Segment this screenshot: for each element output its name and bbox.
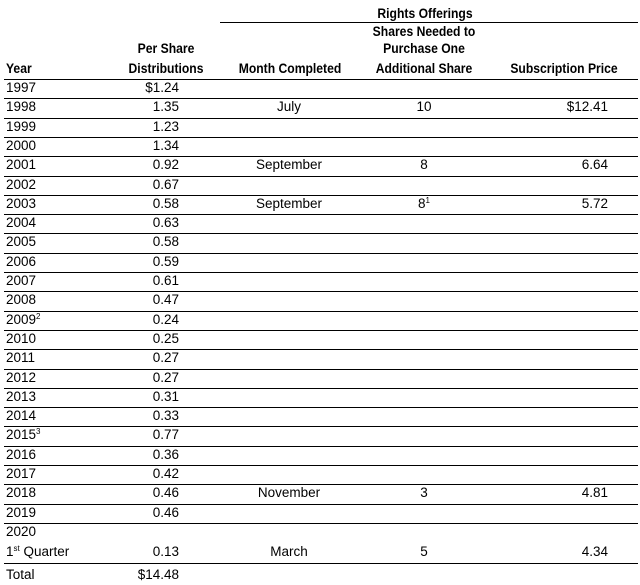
month-cell xyxy=(220,272,358,290)
shares-cell xyxy=(358,388,490,406)
distribution-cell: 0.61 xyxy=(152,273,179,288)
distribution-cell: $1.24 xyxy=(145,80,179,95)
price-cell: 4.34 xyxy=(581,544,608,559)
table-row xyxy=(0,543,640,561)
distribution-cell: 0.46 xyxy=(152,485,179,500)
year-cell: 2013 xyxy=(6,389,37,404)
table-row xyxy=(0,446,640,464)
table-row xyxy=(0,388,640,406)
table-row xyxy=(0,79,640,97)
month-header: Month Completed xyxy=(238,61,342,76)
table-row xyxy=(0,407,640,425)
price-cell xyxy=(490,137,608,155)
table-row xyxy=(0,253,640,271)
distribution-cell: 1.23 xyxy=(152,119,179,134)
shares-cell xyxy=(358,465,490,483)
price-cell xyxy=(490,311,608,329)
year-cell: 1998 xyxy=(6,99,37,114)
total-label: Total xyxy=(6,567,35,582)
shares-cell: 10 xyxy=(416,99,432,114)
month-cell xyxy=(220,504,358,522)
year-cell: 2007 xyxy=(6,273,37,288)
table-row xyxy=(0,214,640,232)
month-cell: September xyxy=(255,157,323,172)
month-cell xyxy=(220,176,358,194)
price-cell: 5.72 xyxy=(581,196,608,211)
table-row xyxy=(0,195,640,213)
month-cell: September xyxy=(255,196,323,211)
year-cell: 2000 xyxy=(6,138,37,153)
month-cell xyxy=(220,330,358,348)
shares-cell xyxy=(358,349,490,367)
table-row xyxy=(0,98,640,116)
table-row xyxy=(0,118,640,136)
distribution-cell: 0.33 xyxy=(152,408,179,423)
month-cell: November xyxy=(257,485,321,500)
price-cell: 6.64 xyxy=(581,157,608,172)
month-cell xyxy=(220,118,358,136)
shares-cell xyxy=(358,79,490,97)
year-cell: 2019 xyxy=(6,505,37,520)
shares-cell xyxy=(358,291,490,309)
shares-cell xyxy=(358,118,490,136)
distribution-cell: 0.27 xyxy=(152,370,179,385)
price-cell xyxy=(490,176,608,194)
distribution-cell: 0.46 xyxy=(152,505,179,520)
price-cell xyxy=(490,272,608,290)
price-cell xyxy=(490,465,608,483)
shares-cell: 3 xyxy=(420,485,428,500)
shares-cell xyxy=(358,330,490,348)
month-cell xyxy=(220,407,358,425)
year-cell: 2018 xyxy=(6,485,37,500)
shares-cell xyxy=(358,214,490,232)
header-group-rule xyxy=(220,22,638,23)
table-row xyxy=(0,311,640,329)
shares-cell xyxy=(358,407,490,425)
distribution-cell: 0.31 xyxy=(152,389,179,404)
table-row xyxy=(0,465,640,483)
year-cell: 2017 xyxy=(6,466,37,481)
price-cell xyxy=(490,446,608,464)
distribution-cell: 0.13 xyxy=(152,544,179,559)
year-cell: 2011 xyxy=(6,350,36,365)
month-cell xyxy=(220,291,358,309)
shares-header-line2: Purchase One xyxy=(383,41,465,56)
distribution-cell: 0.58 xyxy=(152,196,179,211)
total-row xyxy=(0,566,640,584)
price-cell xyxy=(490,118,608,136)
year-footnote: 2 xyxy=(36,312,41,321)
table-row xyxy=(0,484,640,502)
shares-cell xyxy=(358,504,490,522)
month-cell xyxy=(220,446,358,464)
shares-cell xyxy=(358,233,490,251)
table-row xyxy=(0,272,640,290)
distribution-cell: 1.34 xyxy=(152,138,179,153)
price-cell xyxy=(490,426,608,444)
price-cell xyxy=(490,253,608,271)
year-cell: 2012 xyxy=(6,370,37,385)
distribution-cell: 0.59 xyxy=(152,254,179,269)
year-footnote: 3 xyxy=(36,427,41,436)
distribution-cell: 0.24 xyxy=(152,312,179,327)
year-cell: 2014 xyxy=(6,408,37,423)
year-cell: 2004 xyxy=(6,215,37,230)
distribution-cell: 0.77 xyxy=(152,427,179,442)
price-cell xyxy=(490,369,608,387)
month-cell xyxy=(220,214,358,232)
price-cell xyxy=(490,214,608,232)
month-cell: July xyxy=(276,99,301,114)
distribution-cell: 0.58 xyxy=(152,234,179,249)
month-cell xyxy=(220,349,358,367)
shares-cell: $8^1$ xyxy=(418,196,430,211)
distribution-cell: 0.27 xyxy=(152,350,179,365)
quarter-cell: 1st Quarter xyxy=(6,544,70,559)
shares-header-line3: Additional Share xyxy=(375,61,473,76)
table-row xyxy=(0,291,640,309)
year-cell: 2009$^2$ xyxy=(6,312,41,327)
price-cell xyxy=(490,233,608,251)
table-row xyxy=(0,369,640,387)
shares-cell xyxy=(358,446,490,464)
price-cell xyxy=(490,407,608,425)
price-cell xyxy=(490,388,608,406)
price-cell xyxy=(490,330,608,348)
distribution-cell: 0.63 xyxy=(152,215,179,230)
shares-cell xyxy=(358,272,490,290)
year-cell: 2002 xyxy=(6,177,37,192)
distribution-cell: 0.92 xyxy=(152,157,179,172)
month-cell xyxy=(220,233,358,251)
year-cell: 1997 xyxy=(6,80,37,95)
month-cell xyxy=(220,369,358,387)
shares-footnote: 1 xyxy=(425,196,430,205)
month-cell xyxy=(220,137,358,155)
distributions-header-line1: Per Share xyxy=(137,41,195,56)
year-cell: 2015$^3$ xyxy=(6,427,41,442)
table-row xyxy=(0,349,640,367)
table-row xyxy=(0,330,640,348)
price-cell xyxy=(490,79,608,97)
table-row xyxy=(0,523,640,541)
month-cell xyxy=(220,253,358,271)
shares-cell: 5 xyxy=(420,544,428,559)
year-header: Year xyxy=(6,61,32,76)
table-row xyxy=(0,176,640,194)
shares-cell xyxy=(358,369,490,387)
year-cell: 2005 xyxy=(6,234,37,249)
year-cell: 2008 xyxy=(6,292,37,307)
ordinal-suffix: st xyxy=(13,544,20,553)
price-cell: $12.41 xyxy=(566,99,608,114)
year-cell: 2003 xyxy=(6,196,37,211)
shares-cell xyxy=(358,137,490,155)
shares-cell xyxy=(358,176,490,194)
price-cell: 4.81 xyxy=(581,485,608,500)
year-cell: 2016 xyxy=(6,447,37,462)
shares-cell xyxy=(358,311,490,329)
distribution-cell: 1.35 xyxy=(152,99,179,114)
distribution-cell: 0.67 xyxy=(152,177,179,192)
distribution-cell: 0.42 xyxy=(152,466,179,481)
month-cell xyxy=(220,388,358,406)
table-row xyxy=(0,233,640,251)
table-row xyxy=(0,426,640,444)
year-cell: 2001 xyxy=(6,157,37,172)
rights-offerings-header: Rights Offerings xyxy=(377,6,473,21)
total-distribution: $14.48 xyxy=(137,567,179,582)
price-cell xyxy=(490,504,608,522)
distribution-cell: 0.25 xyxy=(152,331,179,346)
row-divider xyxy=(4,563,638,564)
table-row xyxy=(0,156,640,174)
price-header: Subscription Price xyxy=(510,61,618,76)
year-cell: 1999 xyxy=(6,119,37,134)
shares-cell xyxy=(358,426,490,444)
month-cell xyxy=(220,79,358,97)
month-cell: March xyxy=(270,544,308,559)
month-cell xyxy=(220,311,358,329)
month-cell xyxy=(220,426,358,444)
year-cell: 2006 xyxy=(6,254,37,269)
distribution-cell: 0.47 xyxy=(152,292,179,307)
shares-header-line1: Shares Needed to xyxy=(372,24,476,39)
price-cell xyxy=(490,349,608,367)
month-cell xyxy=(220,465,358,483)
shares-cell xyxy=(358,253,490,271)
table-row xyxy=(0,137,640,155)
year-cell: 2010 xyxy=(6,331,37,346)
year-cell: 2020 xyxy=(6,524,37,539)
table-row xyxy=(0,504,640,522)
distribution-cell: 0.36 xyxy=(152,447,179,462)
shares-cell: 8 xyxy=(420,157,428,172)
distributions-header-line2: Distributions xyxy=(128,61,204,76)
price-cell xyxy=(490,291,608,309)
